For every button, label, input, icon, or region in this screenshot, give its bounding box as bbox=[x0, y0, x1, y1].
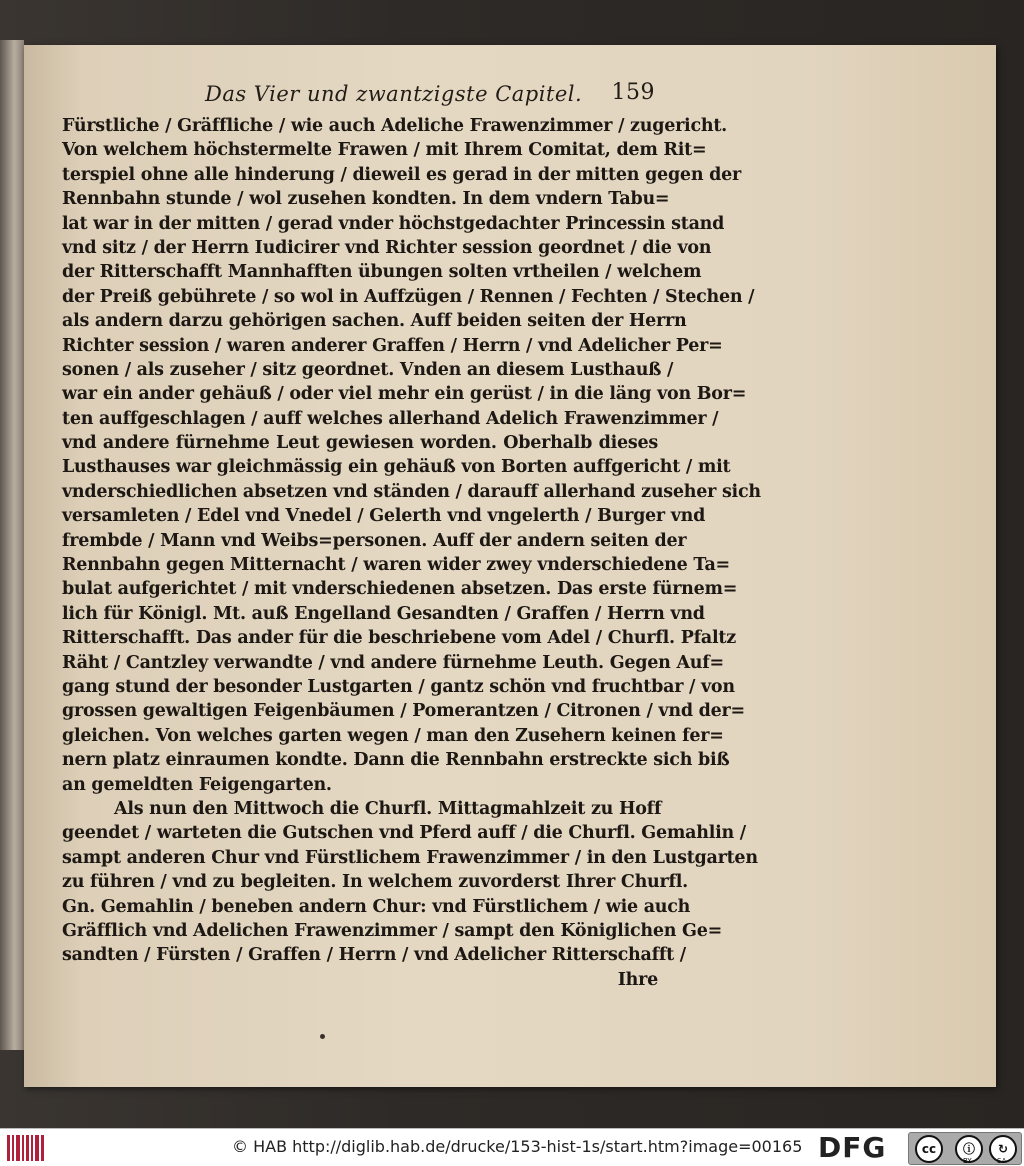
copyright-link[interactable]: © HAB http://diglib.hab.de/drucke/153-hist-1s/start.htm?image=00165 bbox=[232, 1137, 803, 1156]
text-line: war ein ander gehäuß / oder viel mehr ein gerüst / in die läng von Bor= bbox=[62, 384, 747, 405]
text-line: zu führen / vnd zu begleiten. In welchem zuvorderst Ihrer Churfl. bbox=[62, 872, 689, 893]
ink-spot bbox=[320, 1034, 325, 1039]
text-line: als andern darzu gehörigen sachen. Auff beiden seiten der Herrn bbox=[62, 311, 687, 332]
text-line: sonen / als zuseher / sitz geordnet. Vnden an diesem Lusthauß / bbox=[62, 359, 674, 380]
text-line: grossen gewaltigen Feigenbäumen / Pomerantzen / Citronen / vnd der= bbox=[62, 701, 745, 722]
text-line: gleichen. Von welches garten wegen / man den Zusehern keinen fer= bbox=[62, 725, 724, 746]
text-line: Räht / Cantzley verwandte / vnd andere fürnehme Leuth. Gegen Auf= bbox=[62, 652, 724, 673]
text-line: der Preiß gebührete / so wol in Auffzügen / Rennen / Fechten / Stechen / bbox=[62, 286, 755, 307]
text-line: nern platz einraumen kondte. Dann die Rennbahn erstreckte sich biß bbox=[62, 750, 730, 771]
cc-license-badge[interactable] bbox=[908, 1132, 1022, 1165]
text-line: sampt anderen Chur vnd Fürstlichem Frawenzimmer / in den Lustgarten bbox=[62, 847, 758, 868]
text-line: ten auffgeschlagen / auff welches allerhand Adelich Frawenzimmer / bbox=[62, 408, 719, 429]
text-line: Rennbahn stunde / wol zusehen kondten. In dem vndern Tabu= bbox=[62, 189, 670, 210]
text-line: versamleten / Edel vnd Vnedel / Gelerth vnd vngelerth / Burger vnd bbox=[62, 506, 706, 527]
text-line: vnd andere fürnehme Leut gewiesen worden. Oberhalb dieses bbox=[62, 433, 658, 454]
text-line: sandten / Fürsten / Graffen / Herrn / vnd Adelicher Ritterschafft / bbox=[62, 945, 686, 966]
text-line: vnderschiedlichen absetzen vnd ständen / darauff allerhand zuseher sich bbox=[62, 481, 761, 502]
text-line: lat war in der mitten / gerad vnder höchstgedachter Princessin stand bbox=[62, 213, 725, 234]
text-line: Richter session / waren anderer Graffen / Herrn / vnd Adelicher Per= bbox=[62, 335, 723, 356]
text-line: gang stund der besonder Lustgarten / gantz schön vnd fruchtbar / von bbox=[62, 676, 735, 697]
sa-label: SA bbox=[997, 1157, 1007, 1165]
text-line: geendet / warteten die Gutschen vnd Pferd auff / die Churfl. Gemahlin / bbox=[62, 823, 746, 844]
text-line: Von welchem höchstermelte Frawen / mit Ihrem Comitat, dem Rit= bbox=[62, 140, 707, 161]
text-line: lich für Königl. Mt. auß Engelland Gesandten / Graffen / Herrn vnd bbox=[62, 603, 705, 624]
chapter-title: Das Vier und zwantzigste Capitel. bbox=[205, 82, 583, 106]
text-line: terspiel ohne alle hinderung / dieweil es gerad in der mitten gegen der bbox=[62, 164, 741, 185]
text-line: bulat aufgerichtet / mit vnderschiedenen absetzen. Das erste fürnem= bbox=[62, 579, 738, 600]
text-line: der Ritterschafft Mannhafften übungen solten vrtheilen / welchem bbox=[62, 262, 702, 283]
text-line: Lusthauses war gleichmässig ein gehäuß von Borten auffgericht / mit bbox=[62, 457, 731, 478]
running-header bbox=[205, 78, 655, 110]
dfg-logo: DFG bbox=[818, 1131, 887, 1164]
text-line: Gn. Gemahlin / beneben andern Chur: vnd Fürstlichem / wie auch bbox=[62, 896, 691, 917]
cc-icon: cc bbox=[915, 1135, 943, 1163]
text-line: Rennbahn gegen Mitternacht / waren wider zwey vnderschiedene Ta= bbox=[62, 555, 730, 576]
text-line: Fürstliche / Gräffliche / wie auch Adeliche Frawenzimmer / zugericht. bbox=[62, 116, 728, 136]
sa-icon: ↻ bbox=[989, 1135, 1017, 1163]
text-line: frembde / Mann vnd Weibs=personen. Auff der andern seiten der bbox=[62, 530, 687, 551]
viewer-footer bbox=[0, 1128, 1024, 1166]
text-line: Ritterschafft. Das ander für die beschriebene vom Adel / Churfl. Pfaltz bbox=[62, 628, 736, 649]
catchword: Ihre bbox=[617, 969, 658, 990]
by-label: BY bbox=[963, 1157, 972, 1165]
paragraph-start-line: Als nun den Mittwoch die Churfl. Mittagmahlzeit zu Hoff bbox=[114, 798, 662, 819]
by-icon: ⓘ bbox=[955, 1135, 983, 1163]
previous-page-edge bbox=[0, 40, 24, 1050]
text-line: vnd sitz / der Herrn Iudicirer vnd Richter session geordnet / die von bbox=[62, 237, 712, 258]
body-text bbox=[62, 114, 761, 992]
page-number: 159 bbox=[611, 80, 655, 105]
text-line: an gemeldten Feigengarten. bbox=[62, 774, 332, 795]
barcode-icon bbox=[6, 1133, 46, 1163]
text-line: Gräfflich vnd Adelichen Frawenzimmer / sampt den Königlichen Ge= bbox=[62, 920, 723, 941]
